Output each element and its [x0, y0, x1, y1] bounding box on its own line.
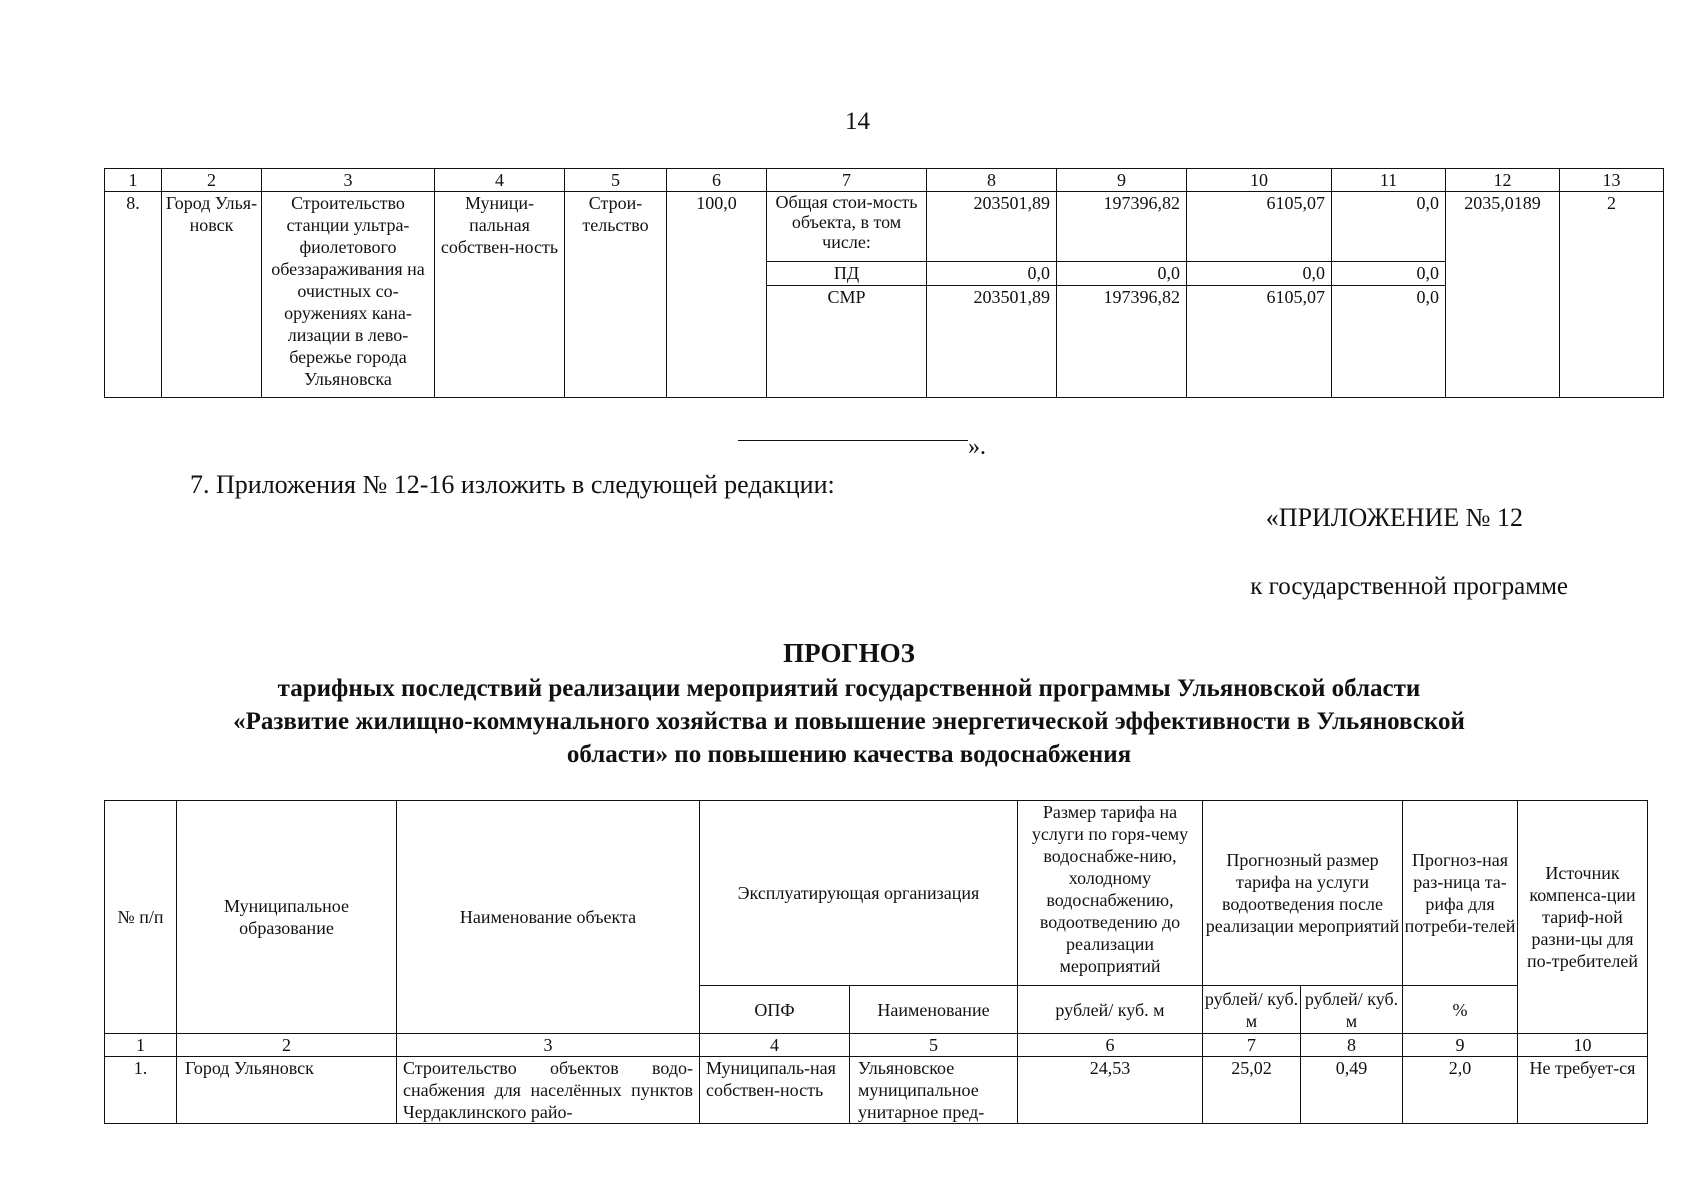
value-cell: 0,0 — [1187, 262, 1332, 286]
col-index: 7 — [1203, 1034, 1301, 1057]
header-municipality: Муниципальное образование — [177, 801, 397, 1034]
appendix-subtitle: к государственной программе — [1250, 573, 1568, 600]
col-index: 7 — [767, 169, 927, 192]
unit-cell: рублей/ куб. м — [1301, 986, 1403, 1034]
row-number: 8. — [105, 192, 162, 398]
header-diff: Прогноз-ная раз-ница та-рифа для потреби-телей — [1403, 801, 1518, 986]
tariff-forecast-table — [104, 800, 1648, 1124]
tariff-before-cell: 24,53 — [1018, 1057, 1203, 1124]
value-cell: 2 — [1560, 192, 1664, 398]
col-index: 6 — [667, 169, 767, 192]
col-index: 13 — [1560, 169, 1664, 192]
value-cell: 0,0 — [1332, 192, 1446, 262]
work-type-cell: Строи-тельство — [565, 192, 667, 398]
document-subtitle-line: «Развитие жилищно-коммунального хозяйства и повышение энергетической эффективности в Ульяновской — [233, 708, 1465, 735]
value-cell: 0,0 — [1057, 262, 1187, 286]
municipality-cell: Город Улья-новск — [162, 192, 262, 398]
appendix-title: «ПРИЛОЖЕНИЕ № 12 — [1265, 503, 1523, 532]
compensation-source-cell: Не требует-ся — [1518, 1057, 1648, 1124]
col-index: 1 — [105, 169, 162, 192]
col-index: 10 — [1518, 1034, 1648, 1057]
table-row — [105, 1057, 1648, 1124]
col-index: 1 — [105, 1034, 177, 1057]
tariff-forecast-cell: 25,02 — [1203, 1057, 1301, 1124]
percent-cell: 2,0 — [1403, 1057, 1518, 1124]
col-index: 6 — [1018, 1034, 1203, 1057]
col-index: 4 — [700, 1034, 850, 1057]
col-index: 2 — [177, 1034, 397, 1057]
object-name-cell: Строительство объектов водо-снабжения для населённых пунктов Чердаклинского райо- — [397, 1057, 700, 1124]
header-num: № п/п — [105, 801, 177, 1034]
col-index: 9 — [1057, 169, 1187, 192]
value-cell: 2035,0189 — [1446, 192, 1560, 398]
separator-line — [738, 440, 968, 441]
col-index: 10 — [1187, 169, 1332, 192]
value-cell: 0,0 — [1332, 262, 1446, 286]
col-index: 3 — [262, 169, 435, 192]
amendment-paragraph: 7. Приложения № 12-16 изложить в следующей редакции: — [190, 470, 835, 499]
col-index: 4 — [435, 169, 565, 192]
object-name-cell: Строительство станции ультра-фиолетового обеззараживания на очистных со-оружениях кана-лизации в лево-бережье города Ульяновска — [262, 192, 435, 398]
col-index: 11 — [1332, 169, 1446, 192]
row-number: 1. — [105, 1057, 177, 1124]
value-cell: 203501,89 — [927, 192, 1057, 262]
col-index: 5 — [850, 1034, 1018, 1057]
unit-cell: рублей/ куб. м — [1203, 986, 1301, 1034]
tariff-diff-cell: 0,49 — [1301, 1057, 1403, 1124]
col-index: 9 — [1403, 1034, 1518, 1057]
col-index: 8 — [1301, 1034, 1403, 1057]
operator-name-cell: Ульяновское муниципальное унитарное пред- — [850, 1057, 1018, 1124]
header-tariff-before: Размер тарифа на услуги по горя-чему водоснабже-нию, холодному водоснабжению, водоотведению до реализации мероприятий — [1018, 801, 1203, 986]
header-operator: Эксплуатирующая организация — [700, 801, 1018, 986]
column-index-row — [105, 1034, 1648, 1057]
value-cell: 197396,82 — [1057, 192, 1187, 262]
document-subtitle-line: тарифных последствий реализации мероприятий государственной программы Ульяновской области — [277, 675, 1421, 702]
header-name: Наименование — [850, 986, 1018, 1034]
col-index: 2 — [162, 169, 262, 192]
document-subtitle-line: области» по повышению качества водоснабжения — [566, 741, 1132, 768]
readiness-cell: 100,0 — [667, 192, 767, 398]
investment-table — [104, 168, 1664, 398]
unit-cell: рублей/ куб. м — [1018, 986, 1203, 1034]
value-cell: 197396,82 — [1057, 286, 1187, 398]
value-cell: 0,0 — [927, 262, 1057, 286]
table-row — [105, 192, 1664, 262]
value-cell: 0,0 — [1332, 286, 1446, 398]
col-index: 3 — [397, 1034, 700, 1057]
col-index: 12 — [1446, 169, 1560, 192]
value-cell: 6105,07 — [1187, 192, 1332, 262]
header-object: Наименование объекта — [397, 801, 700, 1034]
cost-label-cell: СМР — [767, 286, 927, 398]
ownership-cell: Муници-пальная собствен-ность — [435, 192, 565, 398]
header-tariff-forecast: Прогнозный размер тарифа на услуги водоотведения после реализации мероприятий — [1203, 801, 1403, 986]
cost-label-cell: Общая стои-мость объекта, в том числе: — [767, 192, 927, 262]
value-cell: 6105,07 — [1187, 286, 1332, 398]
col-index: 5 — [565, 169, 667, 192]
cost-label-cell: ПД — [767, 262, 927, 286]
header-source: Источник компенса-ции тариф-ной разни-цы для по-требителей — [1518, 801, 1648, 1034]
header-opf: ОПФ — [700, 986, 850, 1034]
page-number: 14 — [845, 108, 870, 135]
document-title: ПРОГНОЗ — [783, 638, 915, 668]
unit-cell: % — [1403, 986, 1518, 1034]
header-row — [105, 801, 1648, 986]
closing-quote: ». — [968, 434, 986, 460]
column-index-row — [105, 169, 1664, 192]
value-cell: 203501,89 — [927, 286, 1057, 398]
municipality-cell: Город Ульяновск — [177, 1057, 397, 1124]
opf-cell: Муниципаль-ная собствен-ность — [700, 1057, 850, 1124]
col-index: 8 — [927, 169, 1057, 192]
